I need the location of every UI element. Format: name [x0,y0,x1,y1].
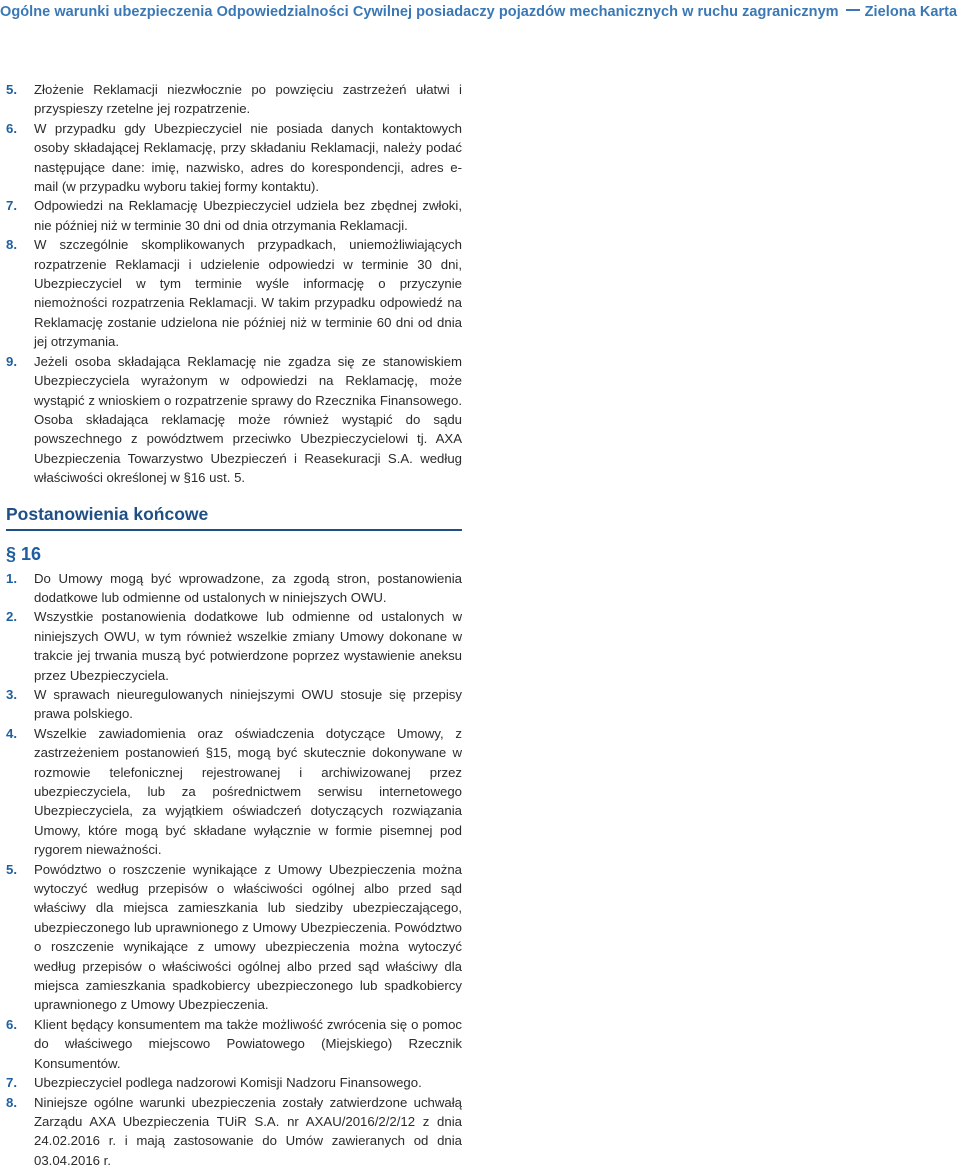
item-text: Ubezpieczyciel podlega nadzorowi Komisji Nadzoru Finansowego. [34,1073,462,1092]
item-number: 6. [6,119,34,197]
document-subtitle: Zielona Karta [865,4,958,20]
document-title: Ogólne warunki ubezpieczenia Odpowiedzialności Cywilnej posiadaczy pojazdów mechanicznych w ruchu zagranicznym [0,4,839,20]
item-text: Jeżeli osoba składająca Reklamację nie zgadza się ze stanowiskiem Ubezpieczyciela wyrażonym w odpowiedzi na Reklamację, może wystąpić z wnioskiem o rozpatrzenie sprawy do Rzecznika Finansowego. Osoba składająca reklamację może również wystąpić do sądu powszechnego z powództwem przeciwko Ubezpieczycielowi tj. AXA Ubezpieczenia Towarzystwo Ubezpieczeń i Reasekuracji S.A. według właściwości określonej w §16 ust. 5. [34,352,462,488]
list-item [6,235,462,351]
item-number: 5. [6,860,34,1015]
item-text: Powództwo o roszczenie wynikające z Umowy Ubezpieczenia można wytoczyć według przepisów o właściwości ogólnej albo przed sąd właściwy dla miejsca zamieszkania lub siedziby ubezpieczającego, ubezpieczonego lub uprawnionego z Umowy Ubezpieczenia. Powództwo o roszczenie wynikające z umowy ubezpieczenia można wytoczyć według przepisów o właściwości ogólnej albo przed sąd właściwy dla miejsca zamieszkania spadkobiercy ubezpieczonego lub spadkobiercy uprawnionego z Umowy Ubezpieczenia. [34,860,462,1015]
item-number: 4. [6,724,34,860]
list-item [6,196,462,235]
item-text: W szczególnie skomplikowanych przypadkach, uniemożliwiających rozpatrzenie Reklamacji i udzielenie odpowiedzi w terminie 30 dni, Ubezpieczyciel w tym terminie wyśle informację o przyczynie niemożności rozpatrzenia Reklamacji. W takim przypadku odpowiedź na Reklamację zostanie udzielona nie później niż w terminie 60 dni od dnia jej otrzymania. [34,235,462,351]
item-text: Klient będący konsumentem ma także możliwość zwrócenia się o pomoc do właściwego miejscowo Powiatowego (Miejskiego) Rzecznik Konsumentów. [34,1015,462,1073]
list-item [6,724,462,860]
item-number: 6. [6,1015,34,1073]
item-number: 1. [6,569,34,608]
item-text: Wszelkie zawiadomienia oraz oświadczenia dotyczące Umowy, z zastrzeżeniem postanowień §15, mogą być skutecznie dokonywane w rozmowie telefonicznej rejestrowanej i archiwizowanej przez ubezpieczyciela, lub za pośrednictwem serwisu internetowego Ubezpieczyciela, za wyjątkiem oświadczeń dotyczących rozwiązania Umowy, które mogą być składane wyłącznie w formie pisemnej pod rygorem nieważności. [34,724,462,860]
section-title: Postanowienia końcowe [6,504,462,531]
item-number: 8. [6,1093,34,1170]
list-item [6,1093,462,1170]
list-item [6,119,462,197]
item-text: W sprawach nieuregulowanych niniejszymi OWU stosuje się przepisy prawa polskiego. [34,685,462,724]
item-text: Odpowiedzi na Reklamację Ubezpieczyciel udziela bez zbędnej zwłoki, nie później niż w terminie 30 dni od dnia otrzymania Reklamacji. [34,196,462,235]
list-item [6,860,462,1015]
item-number: 7. [6,196,34,235]
item-text: Złożenie Reklamacji niezwłocznie po powzięciu zastrzeżeń ułatwi i przyspieszy rzetelne jej rozpatrzenie. [34,80,462,119]
item-text: Do Umowy mogą być wprowadzone, za zgodą stron, postanowienia dodatkowe lub odmienne od ustalonych w niniejszych OWU. [34,569,462,608]
item-text: Niniejsze ogólne warunki ubezpieczenia zostały zatwierdzone uchwałą Zarządu AXA Ubezpieczenia TUiR S.A. nr AXAU/2016/2/2/12 z dnia 24.02.2016 r. i mają zastosowanie do Umów zawieranych od dnia 03.04.2016 r. [34,1093,462,1170]
item-number: 5. [6,80,34,119]
page-header [0,4,954,20]
item-number: 7. [6,1073,34,1092]
list-item [6,352,462,488]
postanowienia-list [6,569,462,1170]
item-text: W przypadku gdy Ubezpieczyciel nie posiada danych kontaktowych osoby składającej Reklamację, przy składaniu Reklamacji, należy podać następujące dane: imię, nazwisko, adres do korespondencji, adres e-mail (w przypadku wyboru takiej formy kontaktu). [34,119,462,197]
header-dash [846,9,860,11]
list-item [6,685,462,724]
list-item [6,607,462,685]
item-number: 3. [6,685,34,724]
item-number: 8. [6,235,34,351]
list-item [6,1073,462,1092]
item-text: Wszystkie postanowienia dodatkowe lub odmienne od ustalonych w niniejszych OWU, w tym również wszelkie zmiany Umowy dokonane w trakcie jej trwania muszą być potwierdzone poprzez wystawienie aneksu przez Ubezpieczyciela. [34,607,462,685]
list-item [6,80,462,119]
reklamacje-list [6,80,462,488]
item-number: 9. [6,352,34,488]
list-item [6,569,462,608]
list-item [6,1015,462,1073]
paragraph-sign: § 16 [6,543,462,565]
item-number: 2. [6,607,34,685]
document-body [6,80,462,1170]
